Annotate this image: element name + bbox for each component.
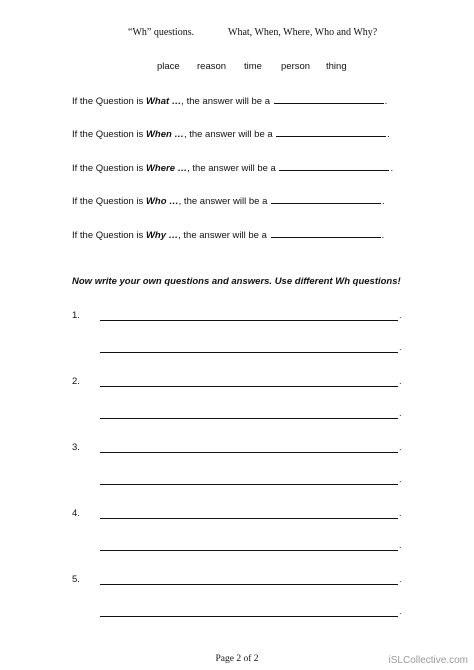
item-number: 3. bbox=[72, 442, 80, 453]
item-number: 2. bbox=[72, 376, 80, 387]
answer-blank[interactable] bbox=[279, 161, 389, 171]
writing-line[interactable] bbox=[100, 320, 398, 321]
question-suffix: , the answer will be a bbox=[183, 129, 276, 140]
question-word: Why … bbox=[145, 230, 179, 241]
question-end: . bbox=[381, 230, 385, 241]
answer-blank[interactable] bbox=[271, 194, 381, 204]
question-line bbox=[72, 94, 387, 108]
word-bank bbox=[0, 61, 474, 75]
question-line bbox=[72, 161, 393, 175]
instructions: Now write your own questions and answers. Use different Wh questions! bbox=[72, 276, 401, 287]
question-line bbox=[72, 127, 390, 141]
question-word: Who … bbox=[145, 196, 179, 207]
writing-line[interactable] bbox=[100, 452, 398, 453]
line-end-dot: . bbox=[399, 442, 402, 452]
title-left: “Wh” questions. bbox=[128, 27, 195, 38]
question-suffix: , the answer will be a bbox=[178, 196, 271, 207]
question-line bbox=[72, 194, 385, 208]
line-end-dot: . bbox=[399, 474, 402, 484]
question-suffix: , the answer will be a bbox=[178, 230, 270, 241]
item-number: 1. bbox=[72, 310, 80, 321]
line-end-dot: . bbox=[399, 574, 402, 584]
writing-line[interactable] bbox=[100, 518, 398, 519]
line-end-dot: . bbox=[399, 508, 402, 518]
question-end: . bbox=[384, 96, 388, 107]
line-end-dot: . bbox=[399, 376, 402, 386]
writing-line[interactable] bbox=[100, 616, 398, 617]
question-prefix: If the Question is bbox=[72, 196, 146, 207]
line-end-dot: . bbox=[399, 540, 402, 550]
writing-line[interactable] bbox=[100, 352, 398, 353]
question-line bbox=[72, 228, 384, 242]
line-end-dot: . bbox=[399, 310, 402, 320]
question-word: When … bbox=[145, 129, 184, 140]
question-prefix: If the Question is bbox=[72, 163, 146, 174]
question-prefix: If the Question is bbox=[72, 230, 146, 241]
writing-line[interactable] bbox=[100, 418, 398, 419]
line-end-dot: . bbox=[399, 606, 402, 616]
line-end-dot: . bbox=[399, 342, 402, 352]
item-number: 4. bbox=[72, 508, 80, 519]
question-prefix: If the Question is bbox=[72, 96, 146, 107]
word-bank-item: thing bbox=[326, 61, 347, 72]
watermark-logo: iSLCollective.com bbox=[388, 655, 468, 666]
writing-line[interactable] bbox=[100, 386, 398, 387]
question-word: What … bbox=[145, 96, 182, 107]
question-suffix: , the answer will be a bbox=[187, 163, 279, 174]
question-end: . bbox=[382, 196, 385, 207]
word-bank-item: time bbox=[244, 61, 262, 72]
answer-blank[interactable] bbox=[276, 127, 386, 137]
question-suffix: , the answer will be a bbox=[181, 96, 273, 107]
writing-line[interactable] bbox=[100, 484, 398, 485]
line-end-dot: . bbox=[399, 408, 402, 418]
answer-blank[interactable] bbox=[271, 228, 381, 238]
word-bank-item: reason bbox=[197, 61, 227, 72]
page-title bbox=[0, 27, 474, 41]
question-word: Where … bbox=[145, 163, 188, 174]
page-number: Page 2 of 2 bbox=[215, 654, 259, 664]
writing-line[interactable] bbox=[100, 584, 398, 585]
answer-blank[interactable] bbox=[274, 94, 384, 104]
question-prefix: If the Question is bbox=[72, 129, 146, 140]
writing-line[interactable] bbox=[100, 550, 398, 551]
word-bank-item: place bbox=[157, 61, 180, 72]
item-number: 5. bbox=[72, 574, 80, 585]
word-bank-item: person bbox=[281, 61, 311, 72]
question-end: . bbox=[387, 129, 390, 140]
question-end: . bbox=[390, 163, 394, 174]
title-right: What, When, Where, Who and Why? bbox=[228, 27, 378, 38]
